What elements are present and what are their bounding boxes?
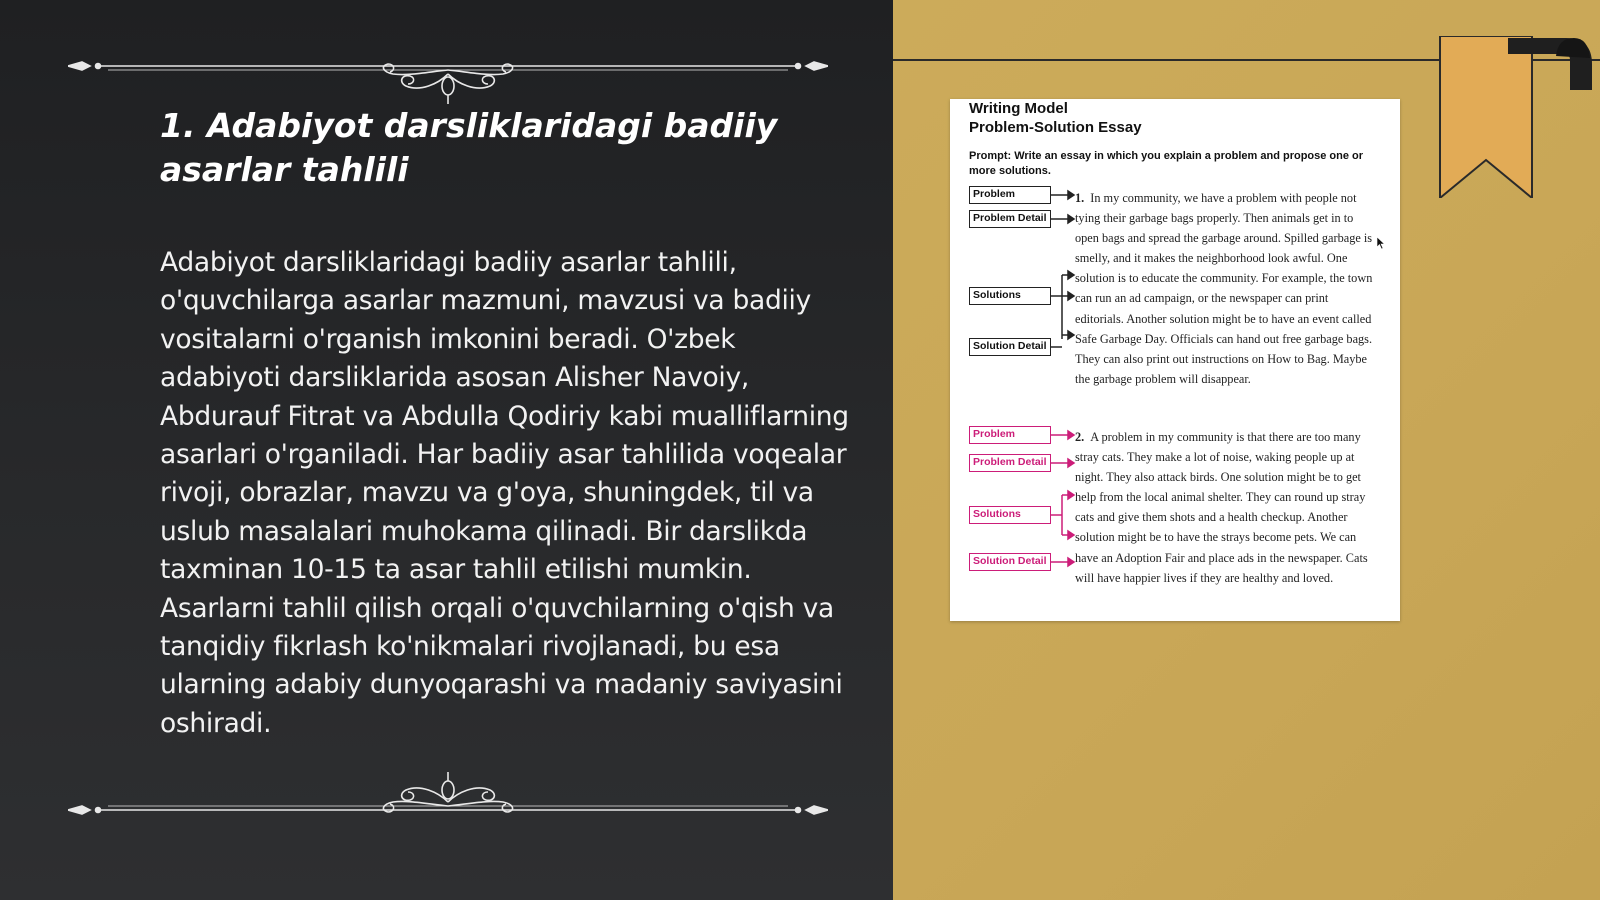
essay-title-line-2: Problem-Solution Essay (969, 119, 1142, 136)
essay-title-line-1: Writing Model (969, 100, 1068, 117)
mouse-cursor-icon (1377, 237, 1385, 249)
essay-paragraph-1 (1075, 188, 1380, 389)
paragraph-2-text: A problem in my community is that there are too many stray cats. They make a lot of noise, waking people up at night. They also attack birds. One solution might be to get help from the local animal shelter. They can round up stray cats and give them shots and a health checkup. Another solution might be to have the strays become pets. We can have an Adoption Fair and place ads in the newspaper. Cats will have happier lives if they are healthy and loved. (1075, 430, 1368, 585)
label-problem-pink: Problem (969, 426, 1051, 444)
label-problem-detail-pink: Problem Detail (969, 454, 1051, 472)
label-solutions: Solutions (969, 287, 1051, 305)
essay-paragraph-2 (1075, 427, 1380, 588)
label-solution-detail: Solution Detail (969, 338, 1051, 356)
slide-body-text: Adabiyot darsliklaridagi badiiy asarlar tahlili, o'quvchilarga asarlar mazmuni, mavzusi va badiiy vositalarni o'rganish imkonini beradi. O'zbek adabiyoti darsliklarida asosan Alisher Navoiy, Abdurauf Fitrat va Abdulla Qodiriy kabi mualliflarning asarlari o'rganiladi. Har badiiy asar tahlilida voqealar rivoji, obrazlar, mavzu va g'oya, shuningdek, til va uslub masalalari muhokama qilinadi. Bir darslikda taxminan 10-15 ta asar tahlil etilishi mumkin. Asarlarni tahlil qilish orqali o'quvchilarning o'qish va tanqidiy fikrlash ko'nikmalari rivojlanadi, bu esa ularning adabiy dunyoqarashi va madaniy saviyasini oshiradi. (160, 247, 849, 739)
label-problem: Problem (969, 186, 1051, 204)
slide-title: 1. Adabiyot darsliklaridagi badiiy asarlar tahlili (160, 106, 778, 189)
essay-prompt: Prompt: Write an essay in which you explain a problem and propose one or more solutions. (969, 150, 1364, 177)
label-problem-detail: Problem Detail (969, 210, 1051, 228)
label-solution-detail-pink: Solution Detail (969, 553, 1051, 571)
paragraph-1-number: 1. (1075, 191, 1085, 205)
label-solutions-pink: Solutions (969, 506, 1051, 524)
paragraph-1-text: In my community, we have a problem with people not tying their garbage bags properly. Then animals get in to open bags and spread the garbage around. Spilled garbage is smelly, and it makes the neighborhood look awful. One solution is to educate the community. For example, the town can run an ad campaign, or the newspaper can print editorials. Another solution might be to have an event called Safe Garbage Day. Officials can hand out free garbage bags. They can also print out instructions on How to Bag. Maybe the garbage problem will disappear. (1075, 191, 1373, 386)
scroll-divider-icon (68, 772, 828, 824)
paragraph-2-number: 2. (1075, 430, 1085, 444)
scroll-divider-icon (68, 52, 828, 104)
bookmark-tab-icon (1508, 36, 1592, 90)
writing-model-image (950, 99, 1400, 621)
